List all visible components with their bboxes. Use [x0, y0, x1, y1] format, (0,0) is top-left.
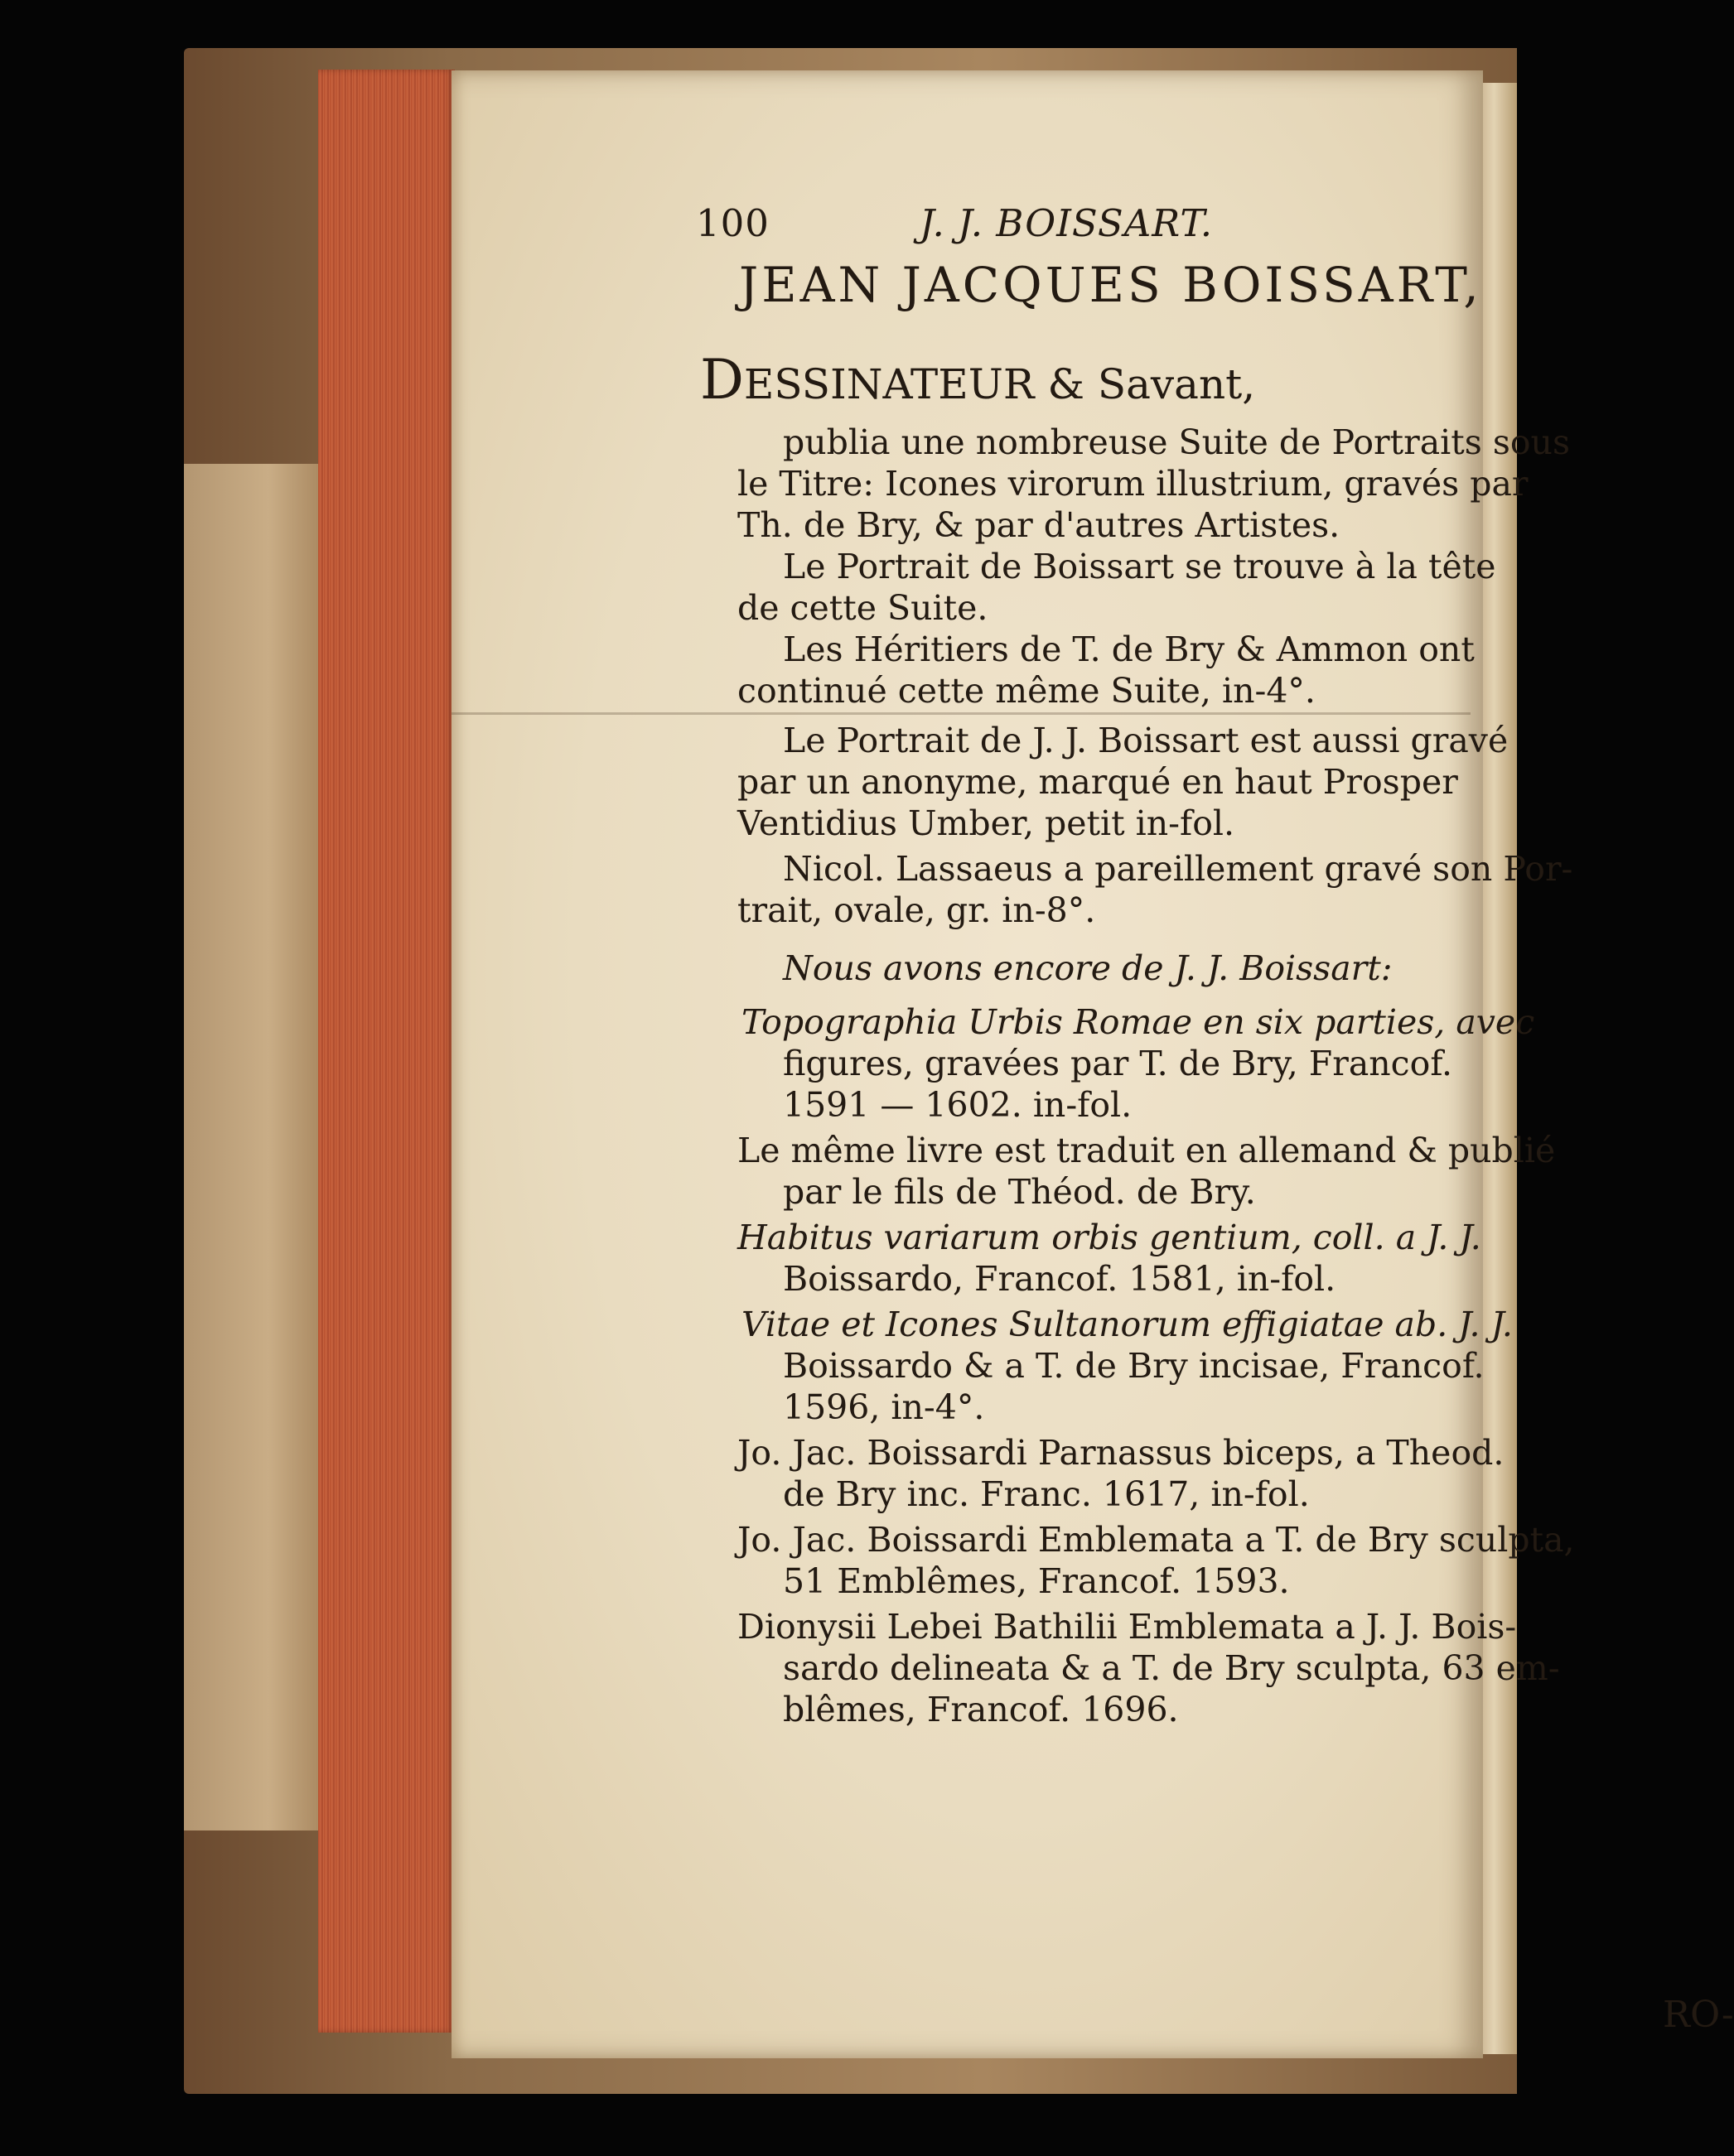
- body-line: Le Portrait de Boissart se trouve à la tête: [783, 547, 1496, 586]
- catchword: RO-: [1663, 1994, 1734, 2036]
- subheading-rest: ESSINATEUR & Savant,: [743, 360, 1256, 408]
- book-page: [452, 70, 1734, 2058]
- works-line: Jo. Jac. Boissardi Emblemata a T. de Bry sculpta,: [737, 1520, 1575, 1560]
- divider-line: [452, 712, 1471, 715]
- page-number: 100: [696, 201, 770, 245]
- running-head-title: J. J. BOISSART.: [920, 201, 1214, 245]
- works-line: 1591 — 1602. in-fol.: [783, 1085, 1133, 1125]
- body-line: continué cette même Suite, in-4°.: [737, 671, 1316, 711]
- body-line: Th. de Bry, & par d'autres Artistes.: [737, 505, 1340, 545]
- body-line: Nicol. Lassaeus a pareillement gravé son Por-: [783, 849, 1573, 889]
- next-page-edge: [1479, 83, 1517, 2054]
- works-line: 1596, in-4°.: [783, 1387, 985, 1427]
- body-line: Ventidius Umber, petit in-fol.: [737, 803, 1235, 843]
- body-line: trait, ovale, gr. in-8°.: [737, 890, 1096, 930]
- works-line: Dionysii Lebei Bathilii Emblemata a J. J. Bois-: [737, 1607, 1517, 1647]
- works-line: figures, gravées par T. de Bry, Francof.: [783, 1044, 1453, 1083]
- subheading: [700, 348, 1255, 412]
- works-line: blêmes, Francof. 1696.: [783, 1690, 1179, 1729]
- body-line: par un anonyme, marqué en haut Prosper: [737, 762, 1458, 802]
- works-line: de Bry inc. Franc. 1617, in-fol.: [783, 1474, 1310, 1514]
- works-line: sardo delineata & a T. de Bry sculpta, 63 em-: [783, 1648, 1560, 1688]
- subheading-initial: D: [700, 348, 744, 412]
- cover-flap: [184, 464, 325, 1830]
- works-line: Topographia Urbis Romae en six parties, avec: [741, 1002, 1535, 1042]
- section-title: Nous avons encore de J. J. Boissart:: [783, 948, 1393, 988]
- body-line: de cette Suite.: [737, 588, 988, 628]
- works-line: Vitae et Icones Sultanorum effigiatae ab. J. J.: [741, 1305, 1513, 1344]
- body-line: publia une nombreuse Suite de Portraits sous: [783, 422, 1571, 462]
- works-line: Le même livre est traduit en allemand & publié: [737, 1131, 1556, 1170]
- body-line: Les Héritiers de T. de Bry & Ammon ont: [783, 629, 1475, 669]
- works-line: Boissardo & a T. de Bry incisae, Francof.: [783, 1346, 1485, 1386]
- page-heading: JEAN JACQUES BOISSART,: [739, 257, 1482, 313]
- works-line: 51 Emblêmes, Francof. 1593.: [783, 1561, 1290, 1601]
- works-line: Habitus variarum orbis gentium, coll. a J. J.: [737, 1218, 1481, 1257]
- page-edges: [318, 70, 455, 2033]
- body-line: Le Portrait de J. J. Boissart est aussi gravé: [783, 721, 1509, 760]
- works-line: Boissardo, Francof. 1581, in-fol.: [783, 1259, 1336, 1299]
- works-line: Jo. Jac. Boissardi Parnassus biceps, a Theod.: [737, 1433, 1505, 1473]
- body-line: le Titre: Icones virorum illustrium, gravés par: [737, 464, 1529, 504]
- works-line: par le fils de Théod. de Bry.: [783, 1172, 1256, 1212]
